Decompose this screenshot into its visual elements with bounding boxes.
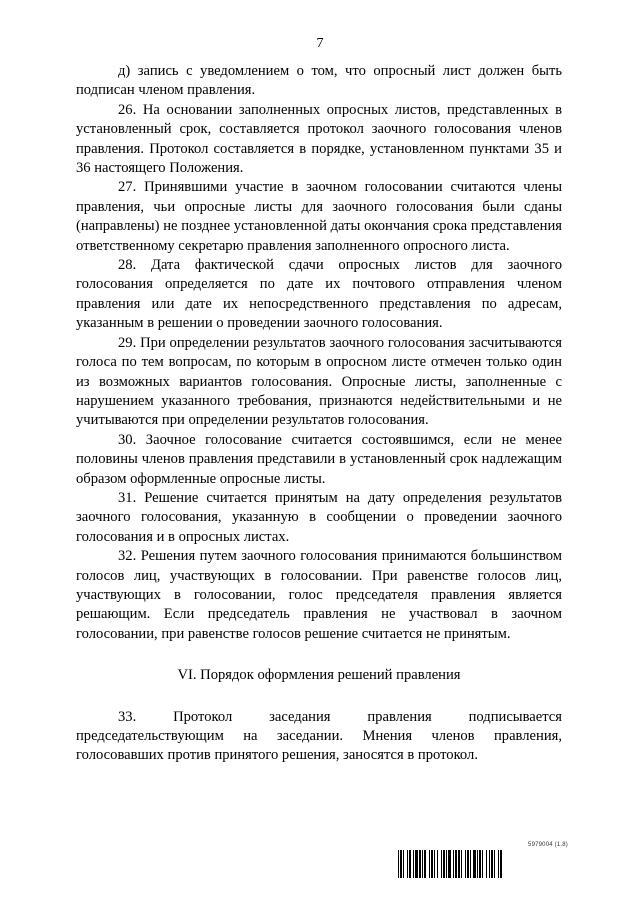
paragraph-26: 26. На основании заполненных опросных листов, представленных в установленный срок, составляется протокол заочного голосования членов правления. Протокол составляется в порядке, установленном пунктами 35 и 36 настоящего Положения. xyxy=(76,101,562,177)
barcode-code: 5979004 (1.8) xyxy=(528,842,568,848)
barcode-image xyxy=(398,850,568,878)
paragraph-30: 30. Заочное голосование считается состоявшимся, если не менее половины членов правления представили в установленный срок надлежащим образом оформленные опросные листы. xyxy=(76,431,562,487)
document-body xyxy=(76,62,562,766)
paragraph-31: 31. Решение считается принятым на дату определения результатов заочного голосования, указанную в сообщении о проведении заочного голосования и в опросных листах. xyxy=(76,489,562,545)
paragraph-33: 33. Протокол заседания правления подписывается председательствующим на заседании. Мнения членов правления, голосовавших против принятого решения, заносятся в протокол. xyxy=(76,708,562,764)
paragraph-32: 32. Решения путем заочного голосования принимаются большинством голосов лиц, участвующих в голосовании. При равенстве голосов лиц, участвующих в голосовании, голос председателя правления является решающим. Если председатель правления не участвовал в заочном голосовании, при равенстве голосов решение считается не принятым. xyxy=(76,548,562,642)
page-number: 7 xyxy=(316,36,324,51)
section-heading: VI. Порядок оформления решений правления xyxy=(177,667,461,684)
paragraph-29: 29. При определении результатов заочного голосования засчитываются голоса по тем вопросам, по которым в опросном листе отмечен только один из возможных вариантов голосования. Опросные листы, заполненные с нарушением указанного требования, признаются недействительными и не учитываются при определении результатов голосования. xyxy=(76,334,562,429)
paragraph-28: 28. Дата фактической сдачи опросных листов для заочного голосования определяется по дате их почтового отправления членом правления или дате их непосредственного представления по адресам, указанным в решении о проведении заочного голосования. xyxy=(76,257,562,332)
paragraph-27: 27. Принявшими участие в заочном голосовании считаются члены правления, чьи опросные листы для заочного голосования были сданы (направлены) не позднее установленной даты окончания срока представления ответственному секретарю правления заполненного опросного листа. xyxy=(76,179,562,254)
barcode-block xyxy=(398,842,568,882)
paragraph-item-d: д) запись с уведомлением о том, что опросный лист должен быть подписан членом правления. xyxy=(76,63,562,99)
